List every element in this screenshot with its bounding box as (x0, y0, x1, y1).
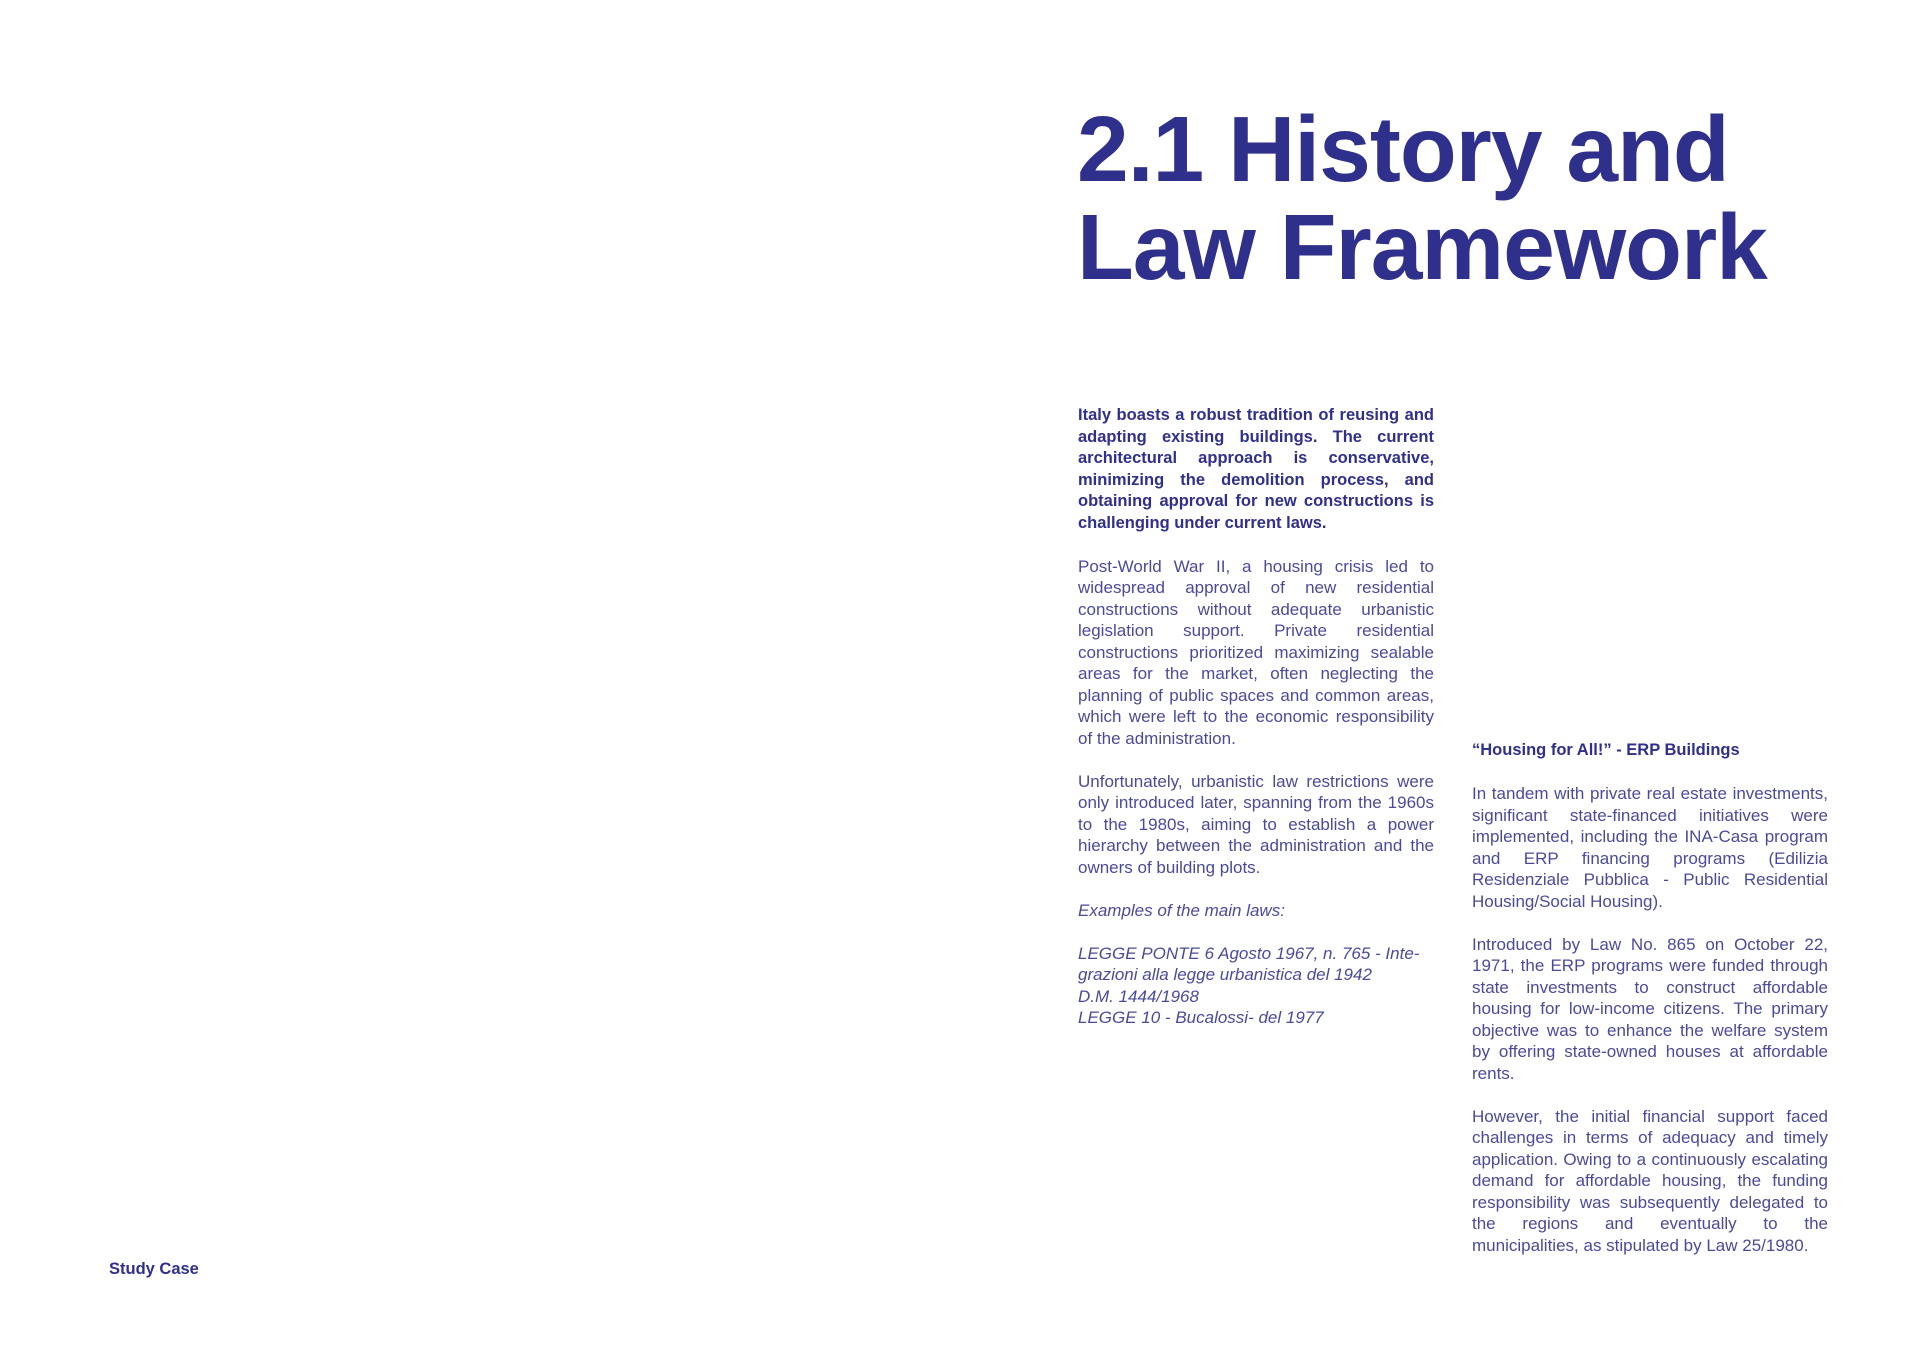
intro-paragraph: Italy boasts a robust tradition of reusing and adapting existing buildings. The current architectural approach is conservative, minimizing the demolition process, and obtaining approval for new constructions is challenging under current laws. (1078, 406, 1434, 532)
examples-label: Examples of the main laws: (1078, 900, 1285, 920)
law-item: D.M. 1444/1968 (1078, 986, 1199, 1006)
section-heading: “Housing for All!” - ERP Buildings (1472, 741, 1740, 759)
body-paragraph: In tandem with private real estate investments, significant state-financed initiatives were implemented, including the INA-Casa program and ERP financing programs (Edilizia Residenziale Pubblica - Public Residential Housing/Social Housing). (1472, 784, 1828, 911)
body-paragraph: However, the initial financial support faced challenges in terms of adequacy and timely application. Owing to a continuously escalating demand for affordable housing, the funding responsibility was subsequently delegated to the regions and eventually to the municipalities, as stipulated by Law 25/1980. (1472, 1106, 1828, 1255)
laws-list (1078, 943, 1434, 1029)
body-paragraph: Introduced by Law No. 865 on October 22, 1971, the ERP programs were funded through state investments to construct affordable housing for low-income citizens. The primary objective was to enhance the welfare system by offering state-owned houses at affordable rents. (1472, 934, 1828, 1083)
body-paragraph: Unfortunately, urbanistic law restrictions were only introduced later, spanning from the 1960s to the 1980s, aiming to establish a power hierarchy between the administration and the owners of building plots. (1078, 771, 1434, 877)
left-text-column (1078, 405, 1434, 1050)
law-item: LEGGE 10 - Bucalossi- del 1977 (1078, 1008, 1324, 1027)
body-paragraph: Post-World War II, a housing crisis led to widespread approval of new residential constructions without adequate urbanistic legislation support. Private residential constructions prioritized maximizing sealable areas for the market, often neglecting the planning of public spaces and common areas, which were left to the economic responsibility of the administration. (1078, 556, 1434, 748)
page-title: 2.1 History and Law Framework (1077, 97, 1767, 299)
law-item: LEGGE PONTE 6 Agosto 1967, n. 765 - Inte-grazioni alla legge urbanistica del 1942 (1078, 943, 1420, 984)
right-text-column (1472, 740, 1828, 1278)
footer-section-label: Study Case (109, 1260, 199, 1278)
